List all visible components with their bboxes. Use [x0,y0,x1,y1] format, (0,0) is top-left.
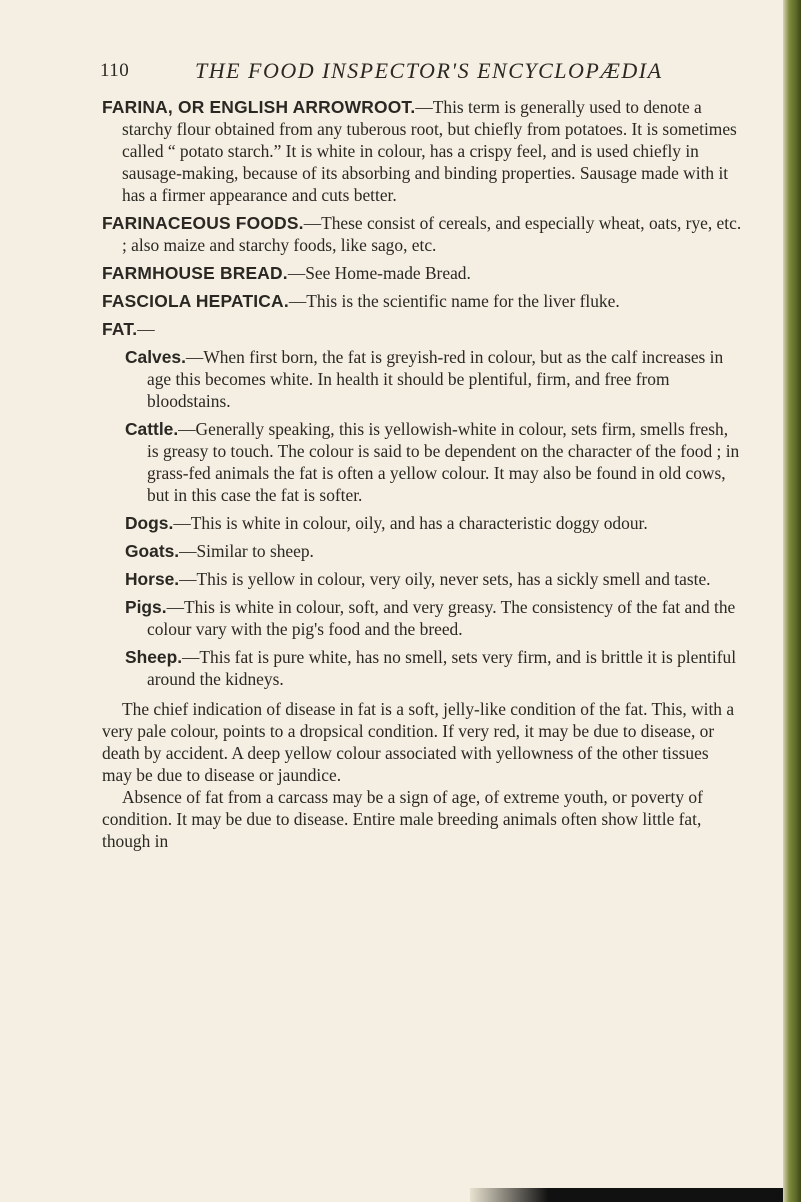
subentry-goats [102,540,742,562]
subentry-heading: Calves. [125,347,186,367]
subentry-dogs [102,512,742,534]
entry-heading: FASCIOLA HEPATICA. [102,291,289,311]
bottom-rule [470,1188,783,1202]
subentry-cattle [102,418,742,506]
entry-text: —This term is generally used to denote a starchy flour obtained from any tuberous root, but chiefly from potatoes. It is sometimes called “ potato starch.” It is white in colour, has a crispy feel, and is used chiefly in sausage-making, because of its absorbing and binding properties. Sausage made with it has a firmer appearance and cuts better. [122,97,737,205]
entry-heading: FARINACEOUS FOODS. [102,213,304,233]
subentry-heading: Sheep. [125,647,183,667]
entry-text: — [137,319,155,339]
page-header [100,60,750,94]
entry-farinaceous-foods [102,212,742,256]
entry-fasciola-hepatica [102,290,742,312]
entry-heading: FARMHOUSE BREAD. [102,263,288,283]
subentry-text: —Similar to sheep. [179,541,314,561]
entry-farmhouse-bread [102,262,742,284]
subentry-heading: Horse. [125,569,180,589]
entry-heading: FARINA, OR ENGLISH ARROWROOT. [102,97,416,117]
body-paragraph: The chief indication of disease in fat is a soft, jelly-like condition of the fat. This, with a very pale colour, points to a dropsical condition. If very red, it may be due to disease, or death by accident. A deep yellow colour associated with yellowness of the other tissues may be due to disease or jaundice. [102,699,735,785]
entry-farina [102,96,742,206]
entry-text: —See Home-made Bread. [287,263,471,283]
subentry-text: —This is yellow in colour, very oily, never sets, has a sickly smell and taste. [179,569,711,589]
subentry-heading: Goats. [125,541,180,561]
page-number: 110 [100,60,130,81]
page-body [102,96,742,852]
subentry-heading: Pigs. [125,597,167,617]
subentry-text: —This is white in colour, soft, and very greasy. The consistency of the fat and the colour vary with the pig's food and the breed. [147,597,736,639]
entry-heading: FAT. [102,319,138,339]
entry-fat [102,318,742,340]
subentry-horse [102,568,742,590]
subentry-pigs [102,596,742,640]
subentry-text: —When first born, the fat is greyish-red in colour, but as the calf increases in age this becomes white. In health it should be plentiful, firm, and free from bloodstains. [147,347,724,411]
body-paragraph: Absence of fat from a carcass may be a sign of age, of extreme youth, or poverty of condition. It may be due to disease. Entire male breeding animals often show little fat, though in [102,787,703,851]
subentry-heading: Cattle. [125,419,179,439]
page-edge-stain [783,0,801,1202]
subentry-calves [102,346,742,412]
subentry-sheep [102,646,742,690]
subentry-text: —This fat is pure white, has no smell, sets very firm, and is brittle it is plentiful around the kidneys. [147,647,737,689]
entry-text: —This is the scientific name for the liver fluke. [288,291,620,311]
subentry-text: —Generally speaking, this is yellowish-white in colour, sets firm, smells fresh, is greasy to touch. The colour is said to be dependent on the character of the food ; in grass-fed animals the fat is often a yellow colour. It may also be found in old cows, but in this case the fat is softer. [147,419,740,505]
subentry-text: —This is white in colour, oily, and has a characteristic doggy odour. [173,513,648,533]
running-title: THE FOOD INSPECTOR'S ENCYCLOPÆDIA [195,58,663,83]
subentry-heading: Dogs. [125,513,174,533]
entry-text: —These consist of cereals, and especially wheat, oats, rye, etc. ; also maize and starchy foods, like sago, etc. [122,213,742,255]
